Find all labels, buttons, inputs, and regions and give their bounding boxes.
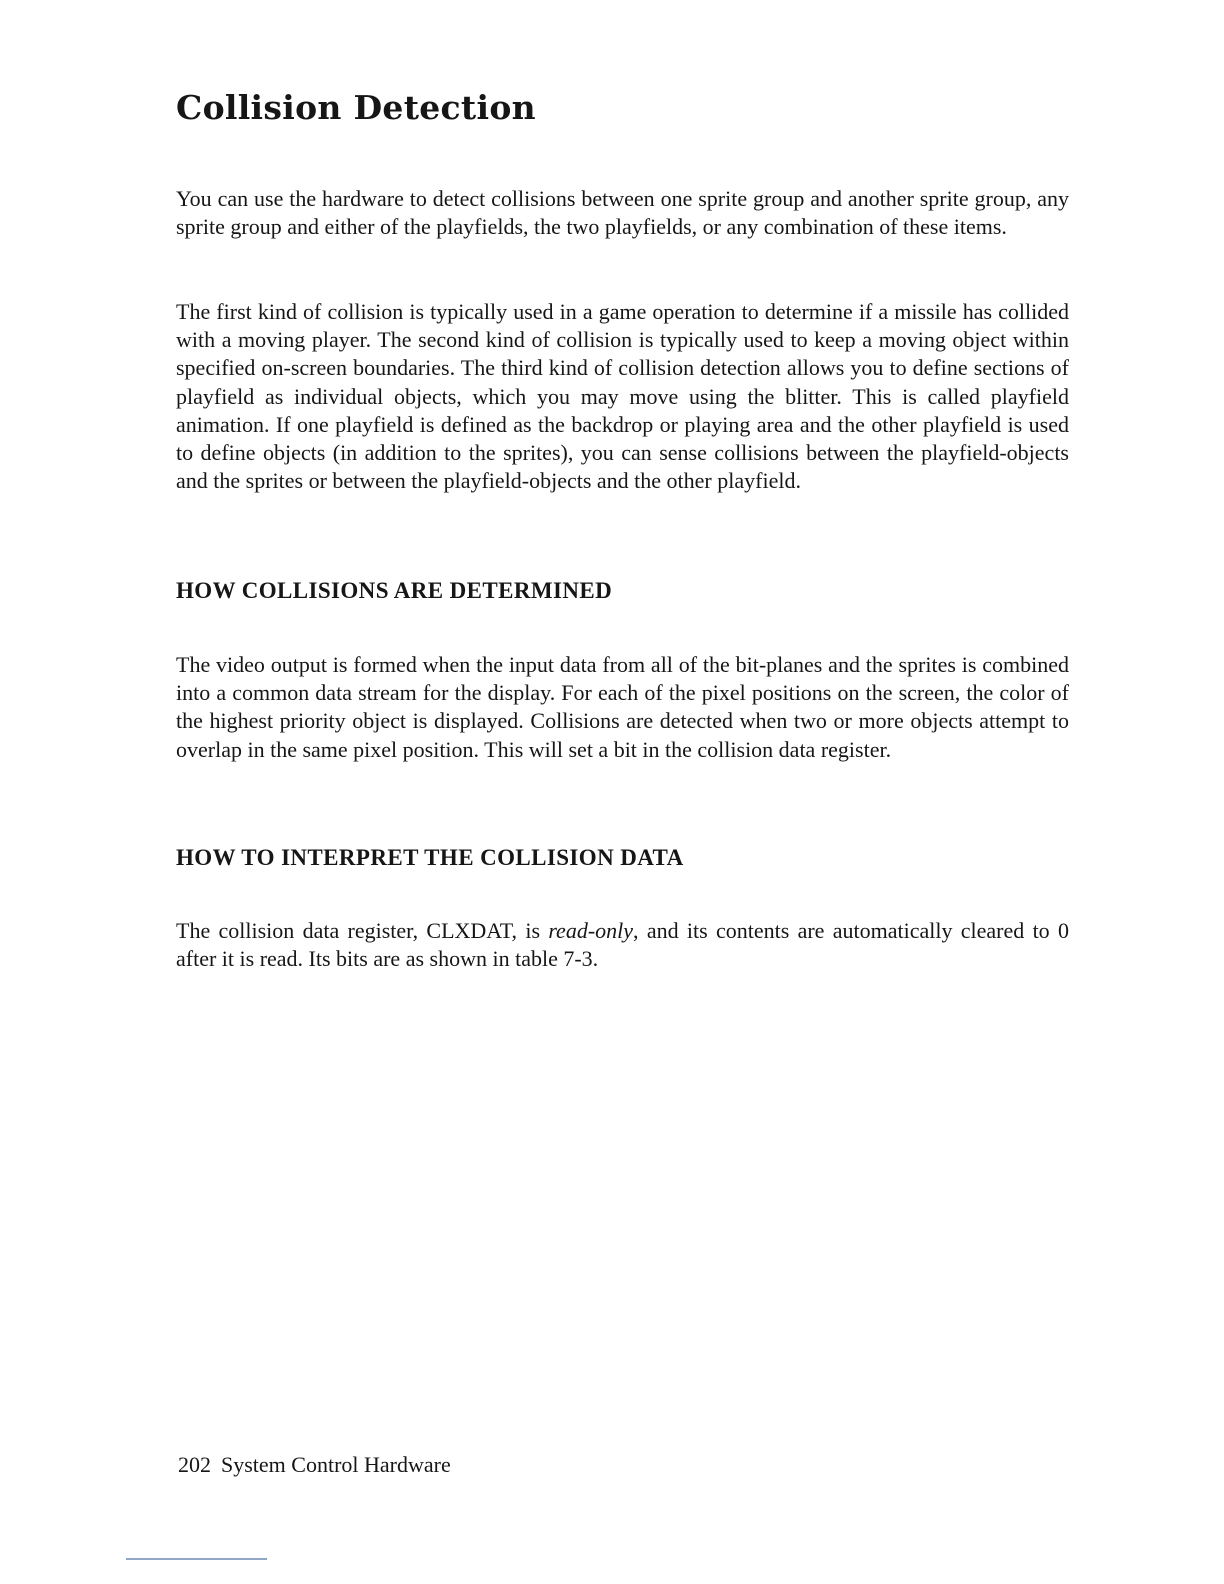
page-number: 202	[178, 1452, 211, 1477]
section-paragraph-interpret-collision-data	[176, 917, 1069, 973]
paragraph-text-after: , and its contents are automatically cleared to 0 after it is read. Its bits are as shown in table 7-3.	[176, 918, 1069, 972]
paragraph-text-before: The collision data register, CLXDAT, is	[176, 918, 549, 943]
section-heading-collisions-determined: HOW COLLISIONS ARE DETERMINED	[176, 578, 613, 603]
intro-paragraph-2: The first kind of collision is typically used in a game operation to determine if a missile has collided with a moving player. The second kind of collision is typically used to keep a moving object within specified on-screen boundaries. The third kind of collision detection allows you to define sections of playfield as individual objects, which you may move using the blitter. This is called playfield animation. If one playfield is defined as the backdrop or playing area and the other playfield is used to define objects (in addition to the sprites), you can sense collisions between the playfield-objects and the sprites or between the playfield-objects and the other playfield.	[176, 299, 1069, 494]
page-title: Collision Detection	[176, 88, 536, 127]
emphasis-read-only: read-only	[548, 918, 634, 943]
section-paragraph-collisions-determined: The video output is formed when the input data from all of the bit-planes and the sprites is combined into a common data stream for the display. For each of the pixel positions on the screen, the color of the highest priority object is displayed. Collisions are detected when two or more objects attempt to overlap in the same pixel position. This will set a bit in the collision data register.	[176, 652, 1069, 762]
scan-edge-rule	[126, 1558, 267, 1560]
intro-paragraph-1: You can use the hardware to detect collisions between one sprite group and another sprite group, any sprite group and either of the playfields, the two playfields, or any combination of these items.	[176, 186, 1069, 240]
chapter-title: System Control Hardware	[221, 1452, 451, 1477]
section-heading-interpret-collision-data: HOW TO INTERPRET THE COLLISION DATA	[176, 845, 684, 870]
page-footer	[178, 1452, 451, 1478]
